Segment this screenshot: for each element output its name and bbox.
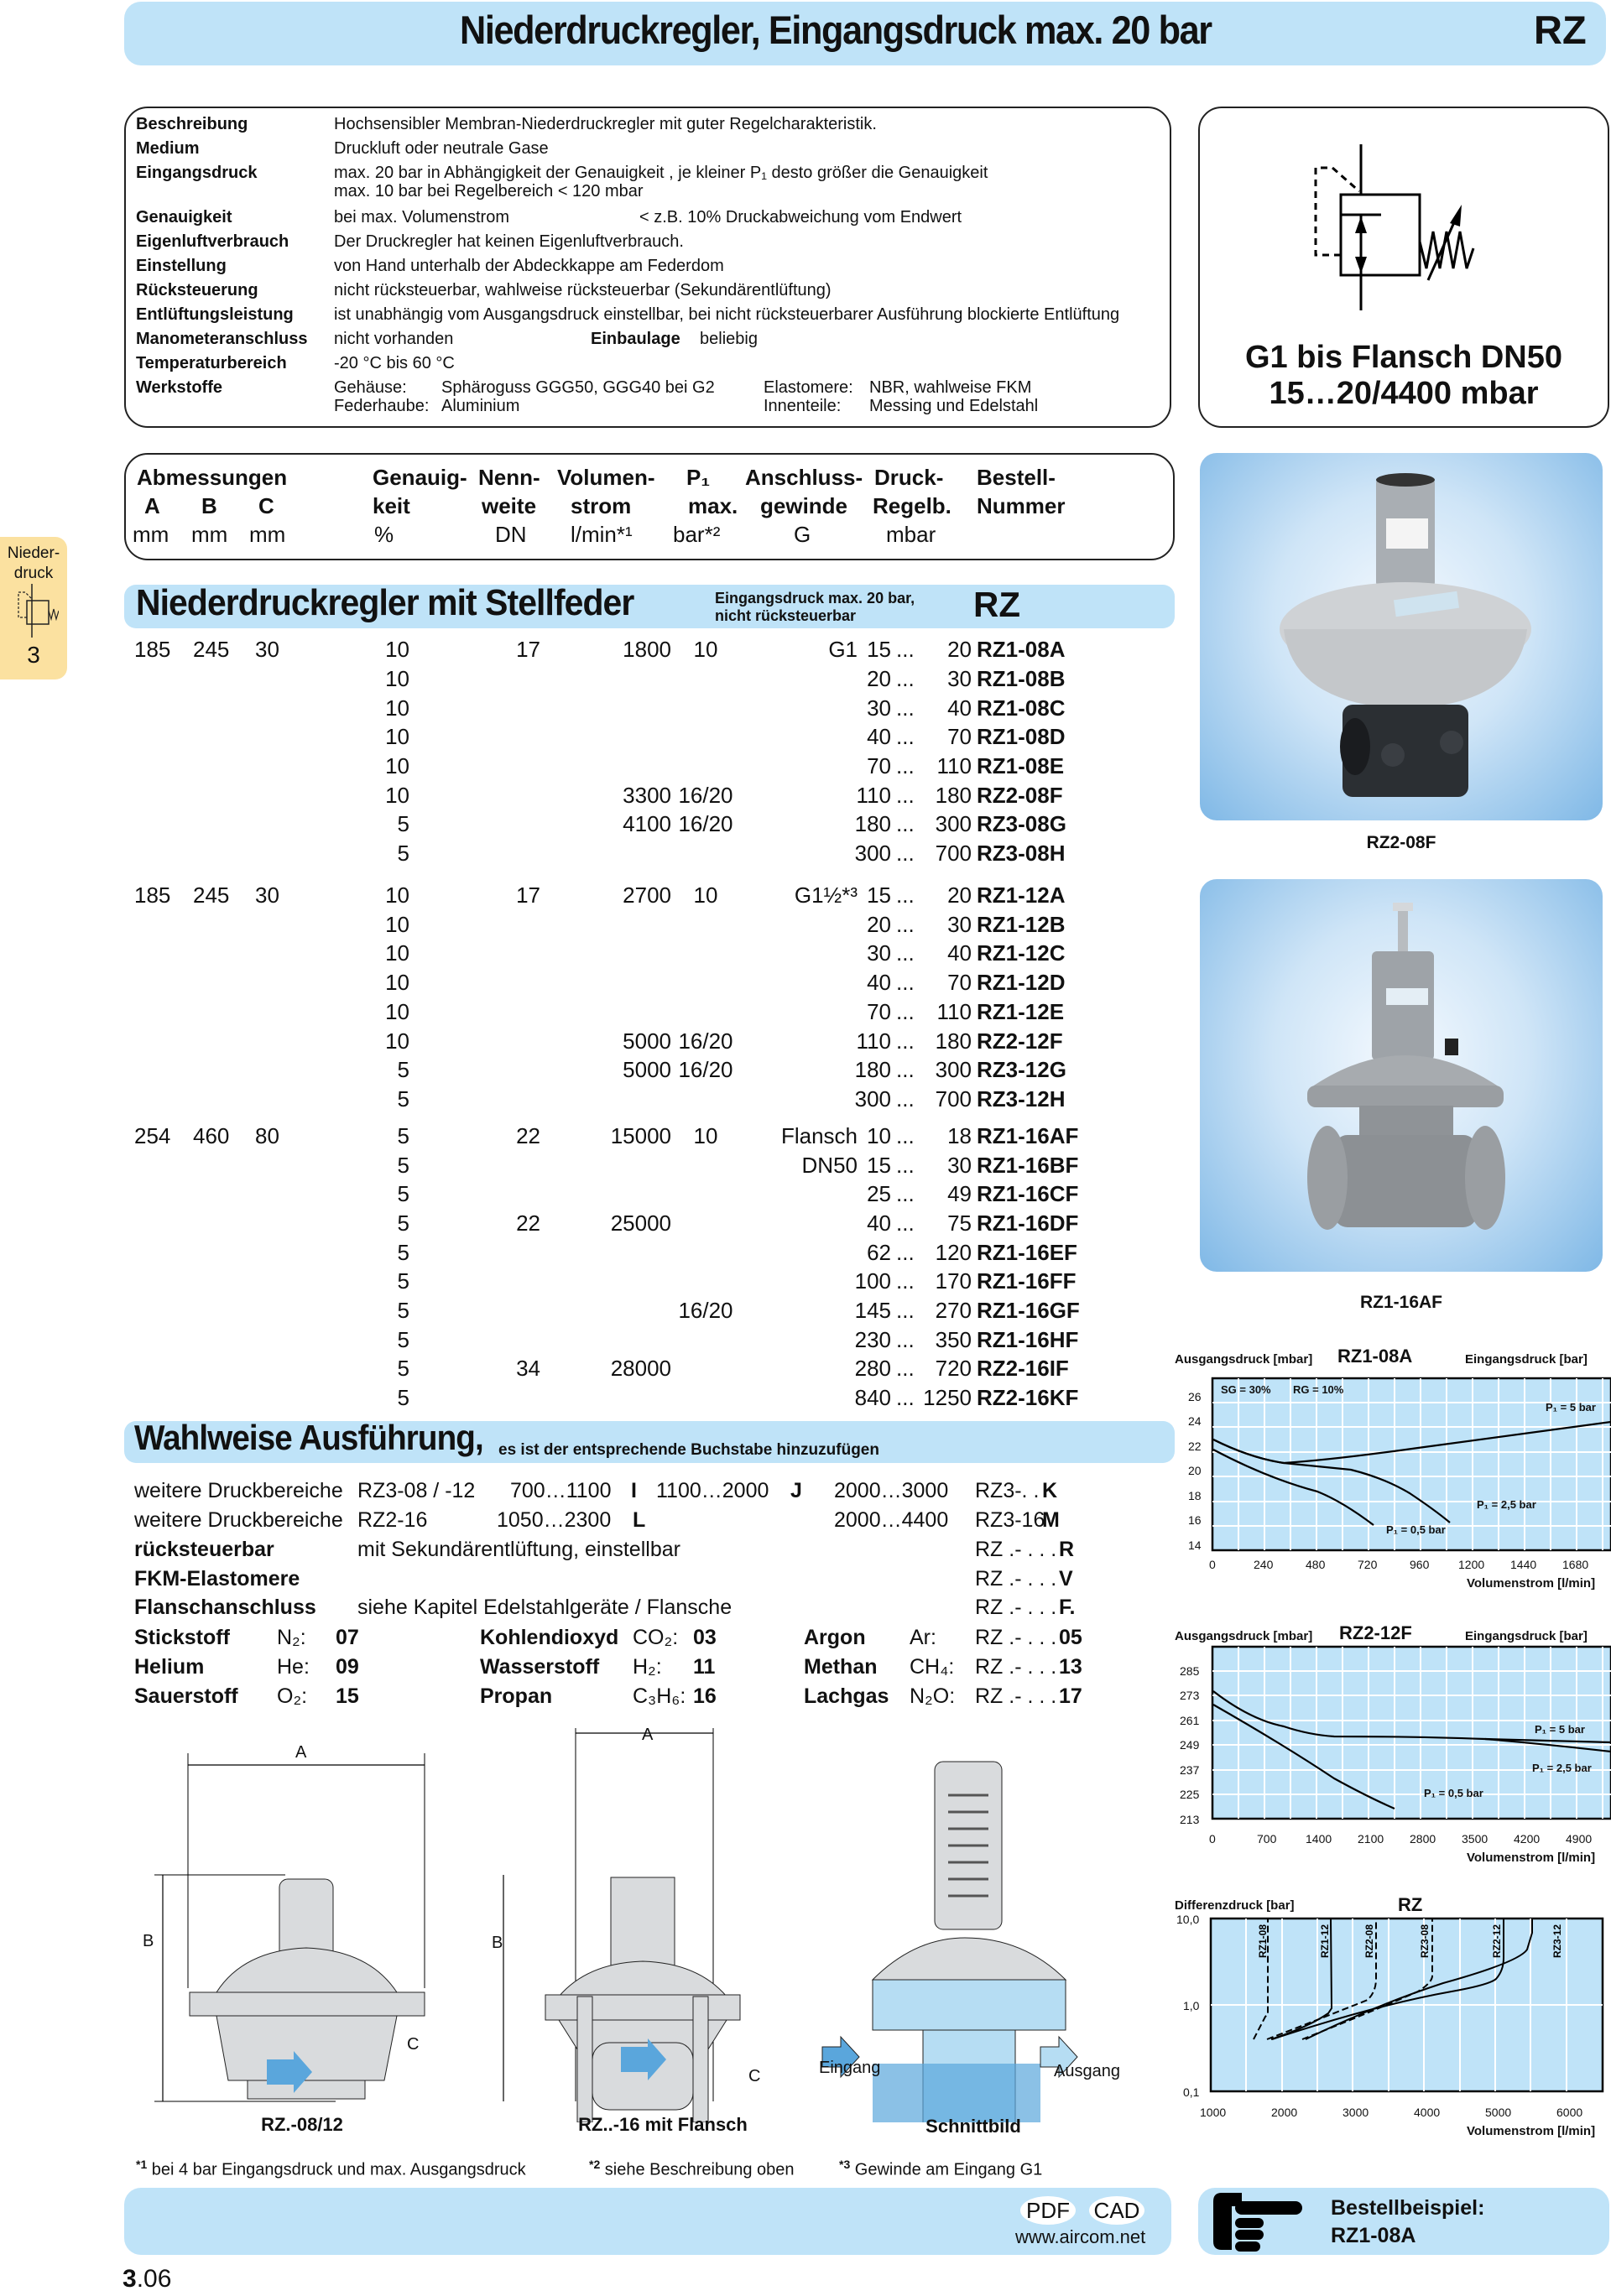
- unit-p1: bar*²: [673, 522, 721, 547]
- option-label: FKM-Elastomere: [134, 1567, 300, 1591]
- series-code: RZ: [1534, 8, 1587, 52]
- gas-formula: O₂:: [277, 1684, 308, 1708]
- regulator-symbol-icon: [8, 584, 59, 638]
- y-tick: 26: [1188, 1390, 1202, 1403]
- y-tick: 16: [1188, 1513, 1202, 1527]
- order-number: RZ1-08E: [977, 753, 1065, 778]
- material-value: Aluminium: [441, 397, 520, 415]
- gas-code: 15: [336, 1684, 359, 1708]
- table-row[interactable]: 5 34 28000 280 ... 720 RZ2-16IF: [397, 1356, 1069, 1381]
- chart-title: RZ1-08A: [1337, 1346, 1413, 1367]
- option-code-letter: K: [1042, 1479, 1058, 1502]
- table-row[interactable]: 5 62 ... 120 RZ1-16EF: [397, 1240, 1077, 1265]
- col-header-strom: strom: [571, 493, 632, 518]
- spec-label: Genauigkeit: [136, 208, 232, 226]
- x-tick: 700: [1257, 1832, 1277, 1846]
- section-subtitle-1: Eingangsdruck max. 20 bar,: [715, 590, 915, 607]
- order-number: RZ1-16DF: [977, 1210, 1079, 1236]
- svg-text:RZ3-08: RZ3-08: [1419, 1924, 1431, 1958]
- spec-label: Rücksteuerung: [136, 281, 258, 299]
- connection-range: G1 bis Flansch DN50: [1244, 340, 1562, 375]
- x-tick: 1440: [1510, 1558, 1537, 1571]
- gas-code: 05: [1059, 1626, 1082, 1649]
- spec-value-2: max. 10 bar bei Regelbereich < 120 mbar: [334, 182, 644, 200]
- option-label: weitere Druckbereiche: [134, 1479, 343, 1502]
- col-header-b: B: [201, 493, 217, 518]
- option-code: RZ .- . . .: [975, 1626, 1057, 1649]
- col-header-p1: P₁: [686, 465, 711, 490]
- chart-legend-title: Eingangsdruck [bar]: [1465, 1629, 1588, 1643]
- photo-caption: RZ1-16AF: [1359, 1293, 1443, 1312]
- chart-plot-rz: [1166, 1916, 1611, 2109]
- table-row[interactable]: 10 70 ... 110 RZ1-12E: [385, 999, 1065, 1024]
- gas-formula: N₂O:: [910, 1684, 956, 1708]
- chart-x-label: Volumenstrom [l/min]: [1467, 1851, 1596, 1865]
- option-label: weitere Druckbereiche: [134, 1508, 343, 1532]
- option-code: RZ .- . . .: [975, 1655, 1057, 1679]
- col-header-bestellnummer: Bestell-: [977, 465, 1056, 490]
- spec-value: von Hand unterhalb der Abdeckkappe am Federdom: [334, 257, 724, 275]
- option-code-letter: M: [1042, 1508, 1060, 1532]
- order-number: RZ1-16BF: [977, 1153, 1079, 1178]
- col-header-nummer: Nummer: [977, 493, 1066, 518]
- col-header-druckregelbereich: Druck-: [874, 465, 944, 490]
- x-tick: 1200: [1458, 1558, 1485, 1571]
- y-tick: 20: [1188, 1464, 1202, 1477]
- x-tick: 2800: [1410, 1832, 1436, 1846]
- gas-name: Helium: [134, 1655, 205, 1679]
- y-tick: 285: [1180, 1664, 1200, 1678]
- option-code-letter: F.: [1059, 1596, 1076, 1619]
- dimension-b-label: B: [143, 1932, 154, 1950]
- order-number: RZ3-08G: [977, 811, 1066, 836]
- y-tick: 261: [1180, 1714, 1200, 1727]
- y-tick: 273: [1180, 1689, 1200, 1702]
- pressure-regulator-symbol-icon: [1309, 143, 1477, 310]
- x-tick: 3000: [1342, 2106, 1369, 2119]
- gas-formula: C₃H₆:: [633, 1684, 686, 1708]
- section-code: RZ: [973, 585, 1020, 624]
- svg-text:RZ3-12: RZ3-12: [1551, 1924, 1563, 1958]
- unit-genauigkeit: %: [374, 522, 394, 547]
- x-tick: 4900: [1566, 1832, 1593, 1846]
- gas-name: Stickstoff: [134, 1626, 230, 1649]
- spec-label: Eingangsdruck: [136, 164, 258, 182]
- order-number: RZ1-12B: [977, 912, 1066, 937]
- x-tick: 2100: [1358, 1832, 1384, 1846]
- drawing-caption: Schnittbild: [925, 2116, 1021, 2137]
- section-title: Niederdruckregler mit Stellfeder: [136, 582, 634, 623]
- material-value: Sphäroguss GGG50, GGG40 bei G2: [441, 378, 715, 397]
- unit-volumenstrom: l/min*¹: [571, 522, 633, 547]
- table-row[interactable]: 10 3300 16/20 110 ... 180 RZ2-08F: [385, 783, 1063, 808]
- table-row[interactable]: 10 20 ... 30 RZ1-12B: [385, 912, 1066, 937]
- unit-gewinde: G: [794, 522, 811, 547]
- chapter-tab[interactable]: [0, 537, 67, 679]
- table-row[interactable]: 10 30 ... 40 RZ1-12C: [385, 940, 1066, 966]
- x-tick: 240: [1254, 1558, 1274, 1571]
- option-code-letter: R: [1059, 1538, 1075, 1561]
- order-number: RZ2-16KF: [977, 1385, 1079, 1410]
- order-example-value: RZ1-08A: [1331, 2224, 1416, 2247]
- regulator-photo-icon: [1200, 453, 1603, 820]
- x-tick: 1680: [1562, 1558, 1589, 1571]
- gas-code: 09: [336, 1655, 359, 1679]
- gas-formula: Ar:: [910, 1626, 936, 1649]
- option-letter: L: [633, 1508, 646, 1532]
- table-row[interactable]: 10 5000 16/20 110 ... 180 RZ2-12F: [385, 1028, 1063, 1054]
- page-number: 3.06: [123, 2265, 172, 2293]
- option-model: RZ2-16: [357, 1508, 428, 1532]
- order-number: RZ1-16CF: [977, 1181, 1079, 1206]
- order-number: RZ1-08D: [977, 724, 1066, 749]
- y-tick: 14: [1188, 1538, 1202, 1552]
- option-range: 2000…3000: [834, 1479, 949, 1502]
- spec-label: Beschreibung: [136, 115, 248, 133]
- option-range: 1050…2300: [497, 1508, 612, 1532]
- unit-druck: mbar: [886, 522, 936, 547]
- option-code: RZ .- . . .: [975, 1684, 1057, 1708]
- option-code: RZ3-16: [975, 1508, 1045, 1532]
- y-tick: 213: [1180, 1813, 1200, 1826]
- y-tick: 24: [1188, 1414, 1202, 1428]
- order-number: RZ1-16FF: [977, 1268, 1077, 1294]
- table-row[interactable]: 10 30 ... 40 RZ1-08C: [385, 695, 1066, 721]
- spec-label: Manometeranschluss: [136, 330, 308, 348]
- options-subtitle: es ist der entsprechende Buchstabe hinzuzufügen: [498, 1441, 879, 1459]
- spec-label: Medium: [136, 139, 200, 158]
- x-tick: 4000: [1414, 2106, 1441, 2119]
- material-label: Innenteile:: [764, 397, 842, 415]
- page-title: Niederdruckregler, Eingangsdruck max. 20 bar: [460, 8, 1212, 52]
- order-number: RZ1-16HF: [977, 1327, 1079, 1352]
- series-label: P₁ = 5 bar: [1535, 1723, 1585, 1736]
- order-example-label: Bestellbeispiel:: [1331, 2196, 1485, 2220]
- chart-x-label: Volumenstrom [l/min]: [1467, 1576, 1596, 1591]
- footnote-3: $^{*3}$ Gewinde am Eingang G1: [839, 2158, 1043, 2179]
- spec-label: Entlüftungsleistung: [136, 305, 294, 324]
- option-range: 700…1100: [510, 1479, 612, 1502]
- gas-formula: H₂:: [633, 1655, 662, 1679]
- material-label: Federhaube:: [334, 397, 430, 415]
- col-header-weite: weite: [482, 493, 537, 518]
- gas-formula: CO₂:: [633, 1626, 679, 1649]
- col-header-keit: keit: [373, 493, 410, 518]
- option-desc: siehe Kapitel Edelstahlgeräte / Flansche: [357, 1596, 733, 1619]
- order-number: RZ1-12E: [977, 999, 1065, 1024]
- spec-value: nicht vorhanden: [334, 330, 454, 348]
- drawing-caption: RZ.-08/12: [261, 2114, 343, 2135]
- chapter-tab-line1: Nieder-: [7, 544, 60, 562]
- order-number: RZ2-08F: [977, 783, 1063, 808]
- table-row[interactable]: 5 DN50 15 ... 30 RZ1-16BF: [397, 1153, 1079, 1178]
- option-code: RZ3-. .: [975, 1479, 1040, 1502]
- cad-download-button[interactable]: CAD: [1089, 2196, 1144, 2225]
- options-title: Wahlweise Ausführung,: [134, 1418, 483, 1457]
- spec-value: max. 20 bar in Abhängigkeit der Genauigkeit , je kleiner P₁ desto größer die Genauigkeit: [334, 164, 988, 182]
- chart-plot-rz1-08a: [1166, 1367, 1611, 1611]
- spec-value: -20 °C bis 60 °C: [334, 354, 455, 372]
- option-label: rücksteuerbar: [134, 1538, 274, 1561]
- spec-value: ist unabhängig vom Ausgangsdruck einstellbar, bei nicht rücksteuerbarer Ausführung blockierte Entlüftung: [334, 305, 1120, 324]
- option-letter: J: [790, 1479, 802, 1502]
- section-subtitle-2: nicht rücksteuerbar: [715, 607, 857, 624]
- order-number: RZ2-16IF: [977, 1356, 1069, 1381]
- drawing-rz-16-flange: [503, 1728, 740, 2122]
- chart-title: RZ2-12F: [1339, 1622, 1412, 1643]
- table-row[interactable]: 5 4100 16/20 180 ... 300 RZ3-08G: [397, 811, 1066, 836]
- gas-name: Argon: [804, 1626, 866, 1649]
- dimension-b-label: B: [492, 1934, 503, 1952]
- order-number: RZ1-08A: [977, 637, 1066, 662]
- chart-title: RZ: [1398, 1894, 1423, 1915]
- svg-text:RZ2-08: RZ2-08: [1363, 1924, 1375, 1958]
- option-letter: I: [631, 1479, 637, 1502]
- col-header-genauigkeit: Genauig-: [373, 465, 467, 490]
- order-number: RZ1-16AF: [977, 1123, 1079, 1148]
- col-header-max: max.: [688, 493, 738, 518]
- drawing-rz-08-12: [154, 1753, 425, 2101]
- series-label: P₁ = 2,5 bar: [1477, 1498, 1536, 1511]
- table-row[interactable]: 5 840 ... 1250 RZ2-16KF: [397, 1385, 1079, 1410]
- col-header-volumenstrom: Volumen-: [557, 465, 655, 490]
- y-tick: 18: [1188, 1489, 1202, 1502]
- x-tick: 1400: [1306, 1832, 1332, 1846]
- table-row[interactable]: 10 70 ... 110 RZ1-08E: [385, 753, 1065, 778]
- dimension-c-label: C: [407, 2035, 420, 2054]
- y-tick: 0,1: [1183, 2085, 1200, 2099]
- gas-code: 17: [1059, 1684, 1082, 1708]
- table-row[interactable]: 254 460 80 5 22 15000 10 Flansch 10 ... 18 RZ1-16AF: [134, 1123, 1079, 1148]
- chapter-tab-line2: druck: [13, 565, 54, 582]
- y-tick: 225: [1180, 1788, 1200, 1801]
- order-number: RZ2-12F: [977, 1028, 1063, 1054]
- website-link[interactable]: www.aircom.net: [1015, 2226, 1146, 2247]
- series-label: P₁ = 2,5 bar: [1532, 1762, 1592, 1774]
- x-tick: 4200: [1514, 1832, 1541, 1846]
- gas-name: Kohlendioxyd: [480, 1626, 619, 1649]
- x-tick: 1000: [1200, 2106, 1227, 2119]
- col-header-abmessungen: Abmessungen: [137, 465, 288, 490]
- unit-a: mm: [133, 522, 169, 547]
- product-photo-rz2-08f: [1200, 453, 1603, 820]
- option-label: Flanschanschluss: [134, 1596, 316, 1619]
- order-number: RZ1-08B: [977, 666, 1066, 691]
- option-desc: mit Sekundärentlüftung, einstellbar: [357, 1538, 680, 1561]
- series-label: P₁ = 5 bar: [1546, 1401, 1596, 1414]
- table-row[interactable]: 10 40 ... 70 RZ1-08D: [385, 724, 1066, 749]
- dimension-c-label: C: [748, 2067, 761, 2085]
- footer-download-band: [124, 2188, 1171, 2255]
- y-tick: 249: [1180, 1738, 1200, 1752]
- col-header-c: C: [258, 493, 274, 518]
- spec-value: Druckluft oder neutrale Gase: [334, 139, 549, 158]
- spec-label: Einstellung: [136, 257, 227, 275]
- chart-annotation: SG = 30%: [1221, 1383, 1271, 1396]
- y-tick: 10,0: [1176, 1913, 1200, 1926]
- spec-value: nicht rücksteuerbar, wahlweise rücksteuerbar (Sekundärentlüftung): [334, 281, 832, 299]
- x-tick: 3500: [1462, 1832, 1488, 1846]
- spec-value: Hochsensibler Membran-Niederdruckregler mit guter Regelcharakteristik.: [334, 115, 877, 133]
- gas-name: Wasserstoff: [480, 1655, 600, 1679]
- table-row[interactable]: 185 245 30 10 17 1800 10 G1 15 ... 20 RZ1-08A: [134, 637, 1066, 662]
- chapter-number: 3: [27, 642, 40, 668]
- y-tick: 237: [1180, 1763, 1200, 1777]
- inlet-label: Eingang: [819, 2059, 881, 2077]
- svg-text:RZ1-08: RZ1-08: [1257, 1924, 1269, 1958]
- table-row[interactable]: 10 20 ... 30 RZ1-08B: [385, 666, 1066, 691]
- x-tick: 960: [1410, 1558, 1430, 1571]
- gas-name: Lachgas: [804, 1684, 889, 1708]
- option-range: 2000…4400: [834, 1508, 949, 1532]
- spec-label: Eigenluftverbrauch: [136, 232, 289, 251]
- gas-code: 13: [1059, 1655, 1082, 1679]
- chart-annotation: RG = 10%: [1293, 1383, 1344, 1396]
- pressure-range: 15…20/4400 mbar: [1269, 376, 1539, 411]
- col-header-regelb: Regelb.: [873, 493, 951, 518]
- spec-value: bei max. Volumenstrom: [334, 208, 509, 226]
- gas-code: 03: [693, 1626, 717, 1649]
- x-tick: 480: [1306, 1558, 1326, 1571]
- table-row[interactable]: 10 40 ... 70 RZ1-12D: [385, 970, 1066, 995]
- chart-y-label: Differenzdruck [bar]: [1175, 1898, 1295, 1913]
- x-tick: 5000: [1485, 2106, 1512, 2119]
- dimension-drawings-icon: [117, 1728, 1175, 2122]
- spec-label: Werkstoffe: [136, 378, 222, 397]
- material-label: Elastomere:: [764, 378, 853, 397]
- footnote-1: $^{*1}$ bei 4 bar Eingangsdruck und max. Ausgangsdruck: [136, 2158, 526, 2179]
- table-row[interactable]: 5 230 ... 350 RZ1-16HF: [397, 1327, 1079, 1352]
- y-tick: 1,0: [1183, 1999, 1200, 2012]
- order-number: RZ3-08H: [977, 841, 1066, 866]
- material-value: Messing und Edelstahl: [869, 397, 1039, 415]
- x-tick: 6000: [1556, 2106, 1583, 2119]
- x-tick: 0: [1209, 1558, 1216, 1571]
- table-row[interactable]: 5 25 ... 49 RZ1-16CF: [397, 1181, 1079, 1206]
- chart-legend-title: Eingangsdruck [bar]: [1465, 1352, 1588, 1367]
- pointing-hand-icon: [1210, 2189, 1309, 2253]
- table-row[interactable]: 185 245 30 10 17 2700 10 G1½*³ 15 ... 20 RZ1-12A: [134, 882, 1066, 908]
- outlet-label: Ausgang: [1054, 2062, 1120, 2080]
- gas-code: 16: [693, 1684, 717, 1708]
- order-number: RZ3-12H: [977, 1086, 1066, 1112]
- product-photo-rz1-16af: [1200, 879, 1603, 1272]
- chart-y-label: Ausgangsdruck [mbar]: [1175, 1629, 1313, 1643]
- table-row[interactable]: 5 5000 16/20 180 ... 300 RZ3-12G: [397, 1057, 1066, 1082]
- spec-extra-label: Einbaulage: [591, 330, 680, 348]
- material-label: Gehäuse:: [334, 378, 407, 397]
- dimension-a-label: A: [295, 1743, 307, 1762]
- table-row[interactable]: 5 300 ... 700 RZ3-08H: [397, 841, 1066, 866]
- spec-value-right: < z.B. 10% Druckabweichung vom Endwert: [639, 208, 962, 226]
- svg-text:RZ1-12: RZ1-12: [1319, 1924, 1331, 1958]
- spec-label: Temperaturbereich: [136, 354, 287, 372]
- option-code: RZ .- . . .: [975, 1538, 1057, 1561]
- chart-y-label: Ausgangsdruck [mbar]: [1175, 1352, 1313, 1367]
- svg-text:RZ2-12: RZ2-12: [1491, 1924, 1503, 1958]
- order-number: RZ1-12A: [977, 882, 1066, 908]
- option-code: RZ .- . . .: [975, 1567, 1057, 1591]
- table-row[interactable]: 5 100 ... 170 RZ1-16FF: [397, 1268, 1077, 1294]
- unit-b: mm: [191, 522, 228, 547]
- y-tick: 22: [1188, 1440, 1202, 1453]
- order-number: RZ1-12C: [977, 940, 1066, 966]
- photo-caption: RZ2-08F: [1366, 833, 1436, 852]
- chart-x-label: Volumenstrom [l/min]: [1467, 2124, 1596, 2138]
- option-model: RZ3-08 / -12: [357, 1479, 476, 1502]
- drawing-caption: RZ..-16 mit Flansch: [578, 2114, 748, 2135]
- spec-extra-value: beliebig: [700, 330, 758, 348]
- gas-code: 07: [336, 1626, 359, 1649]
- x-tick: 2000: [1271, 2106, 1298, 2119]
- table-row[interactable]: 5 22 25000 40 ... 75 RZ1-16DF: [397, 1210, 1079, 1236]
- gas-name: Sauerstoff: [134, 1684, 238, 1708]
- option-code: RZ .- . . .: [975, 1596, 1057, 1619]
- gas-code: 11: [693, 1655, 716, 1679]
- gas-name: Methan: [804, 1655, 878, 1679]
- order-number: RZ1-16GF: [977, 1298, 1080, 1323]
- col-header-anschlussgewinde: Anschluss-: [745, 465, 863, 490]
- order-number: RZ3-12G: [977, 1057, 1066, 1082]
- series-label: P₁ = 0,5 bar: [1386, 1523, 1446, 1536]
- option-range: 1100…2000: [656, 1479, 769, 1502]
- x-tick: 720: [1358, 1558, 1378, 1571]
- x-tick: 0: [1209, 1832, 1216, 1846]
- footnote-2: $^{*2}$ siehe Beschreibung oben: [589, 2158, 795, 2179]
- dimension-a-label: A: [642, 1726, 654, 1744]
- pdf-download-button[interactable]: PDF: [1020, 2196, 1076, 2225]
- spec-value: Der Druckregler hat keinen Eigenluftverbrauch.: [334, 232, 684, 251]
- gas-formula: CH₄:: [910, 1655, 955, 1679]
- regulator-photo-icon: [1200, 879, 1603, 1272]
- order-number: RZ1-16EF: [977, 1240, 1077, 1265]
- col-header-nennweite: Nenn-: [478, 465, 540, 490]
- table-row[interactable]: 5 16/20 145 ... 270 RZ1-16GF: [397, 1298, 1080, 1323]
- gas-formula: N₂:: [277, 1626, 306, 1649]
- series-label: P₁ = 0,5 bar: [1424, 1787, 1483, 1799]
- unit-c: mm: [249, 522, 286, 547]
- col-header-gewinde: gewinde: [760, 493, 848, 518]
- material-value: NBR, wahlweise FKM: [869, 378, 1032, 397]
- option-code-letter: V: [1059, 1567, 1073, 1591]
- order-number: RZ1-08C: [977, 695, 1066, 721]
- table-row[interactable]: 5 300 ... 700 RZ3-12H: [397, 1086, 1066, 1112]
- unit-nennweite: DN: [495, 522, 527, 547]
- col-header-a: A: [144, 493, 160, 518]
- gas-name: Propan: [480, 1684, 553, 1708]
- order-number: RZ1-12D: [977, 970, 1066, 995]
- gas-formula: He:: [277, 1655, 310, 1679]
